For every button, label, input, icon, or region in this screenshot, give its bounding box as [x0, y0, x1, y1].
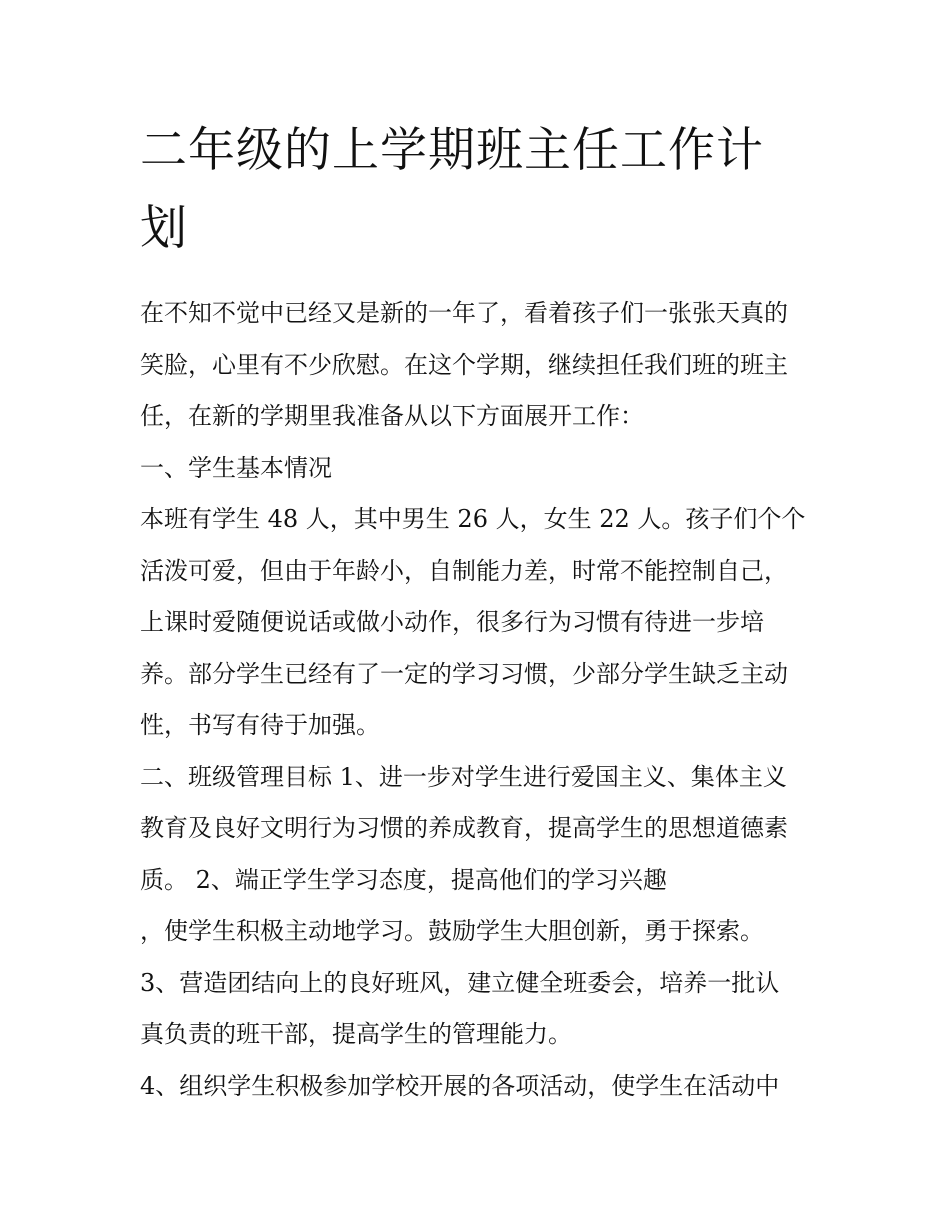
- body-line: 活泼可爱，但由于年龄小，自制能力差，时常不能控制自己，: [140, 556, 788, 585]
- body-line: 4、组织学生积极参加学校开展的各项活动，使学生在活动中: [140, 1071, 780, 1100]
- body-line: 教育及良好文明行为习惯的养成教育，提高学生的思想道德素: [140, 814, 788, 842]
- body-line: 真负责的班干部，提高学生的管理能力。: [140, 1020, 572, 1048]
- body-line: 养。部分学生已经有了一定的学习习惯，少部分学生缺乏主动: [140, 659, 788, 688]
- body-line: 笑脸，心里有不少欣慰。在这个学期，继续担任我们班的班主: [140, 350, 788, 379]
- section-heading: 二、班级管理目标 1、进一步对学生进行爱国主义、集体主义: [140, 762, 787, 791]
- body-line: 3、营造团结向上的良好班风，建立健全班委会，培养一批认: [140, 968, 780, 997]
- document-title: [140, 112, 820, 268]
- section-heading: 一、学生基本情况: [140, 453, 332, 482]
- body-line: 质。 2、端正学生学习态度，提高他们的学习兴趣: [140, 865, 667, 894]
- body-line: 任，在新的学期里我准备从以下方面展开工作：: [140, 402, 644, 430]
- title-line: 二年级的上学期班主任工作计: [140, 123, 764, 178]
- body-line: ，使学生积极主动地学习。鼓励学生大胆创新，勇于探索。: [140, 917, 764, 945]
- document-page: [140, 112, 820, 1112]
- document-body: [140, 288, 820, 1112]
- body-line: 在不知不觉中已经又是新的一年了，看着孩子们一张张天真的: [140, 299, 788, 327]
- body-line: 本班有学生 48 人，其中男生 26 人，女生 22 人。孩子们个个: [140, 505, 806, 533]
- body-line: 性，书写有待于加强。: [140, 711, 380, 739]
- body-line: 上课时爱随便说话或做小动作，很多行为习惯有待进一步培: [140, 608, 764, 636]
- title-line: 划: [140, 201, 188, 256]
